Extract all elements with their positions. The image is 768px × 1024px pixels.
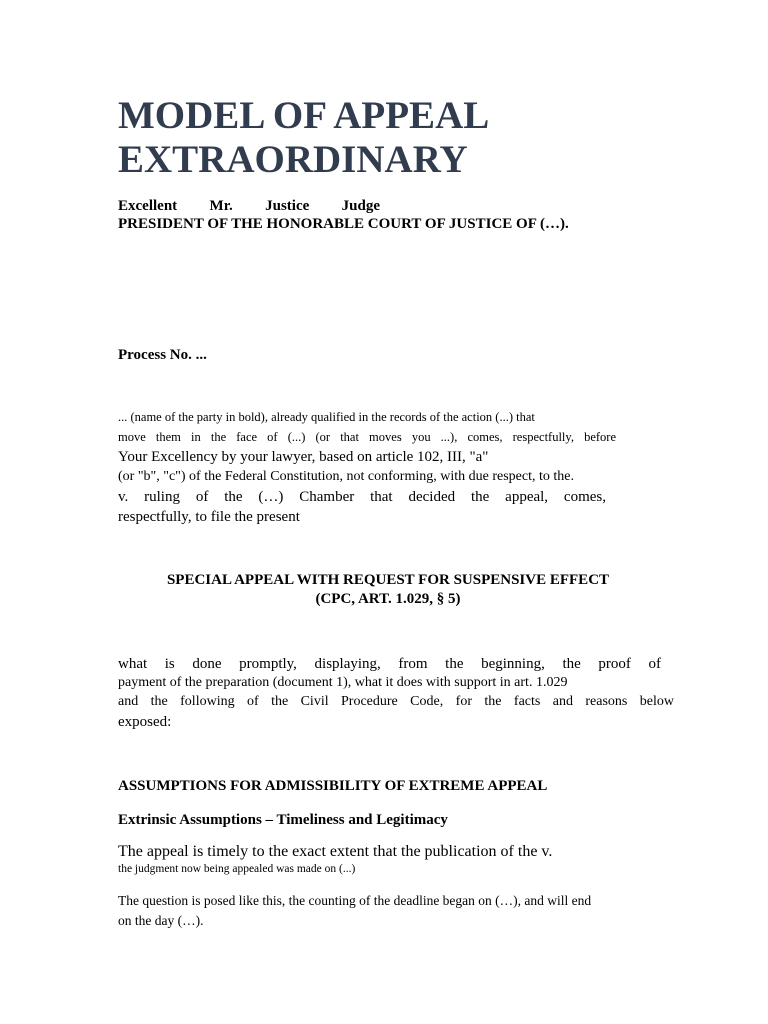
intro-line: Your Excellency by your lawyer, based on article 102, III, "a" [118,449,489,465]
special-appeal-line: (CPC, ART. 1.029, § 5) [315,591,461,607]
special-appeal-line: SPECIAL APPEAL WITH REQUEST FOR SUSPENSIVE EFFECT [166,572,610,588]
question-line: on the day (…). [118,913,204,928]
salutation-word: Judge [341,198,380,214]
intro-line: (or "b", "c") of the Federal Constitution, not conforming, with due respect, to the. [118,469,574,484]
addressee-block [118,197,674,233]
addressee-salutation [118,197,380,215]
timely-paragraph [118,842,674,876]
body-line: what is done promptly, displaying, from the beginning, the proof of [118,656,661,672]
addressee-court: PRESIDENT OF THE HONORABLE COURT OF JUSTICE OF (…). [118,216,569,232]
salutation-word: Mr. [209,198,233,214]
body-line: payment of the preparation (document 1), what it does with support in art. 1.029 [118,675,568,690]
heading-assumptions: ASSUMPTIONS FOR ADMISSIBILITY OF EXTREME APPEAL [118,778,548,794]
process-number: Process No. ... [118,347,207,363]
title-line-1: MODEL OF APPEAL [118,94,490,137]
timely-line: The appeal is timely to the exact extent that the publication of the v. [118,843,553,860]
intro-line: ... (name of the party in bold), already qualified in the records of the action (...) that [118,410,535,424]
salutation-word: Justice [265,198,310,214]
title-line-2: EXTRAORDINARY [118,138,468,181]
body-line: exposed: [118,714,172,730]
body-paragraph [118,654,674,732]
heading-extrinsic: Extrinsic Assumptions – Timeliness and Legitimacy [118,812,448,828]
intro-paragraph [118,407,674,527]
intro-line: v. ruling of the (…) Chamber that decided the appeal, comes, [118,489,606,505]
intro-line: respectfully, to file the present [118,509,300,525]
document-title [118,94,674,182]
intro-line: move them in the face of (...) (or that moves you ...), comes, respectfully, before [118,430,616,444]
timely-line: the judgment now being appealed was made on (...) [118,863,356,875]
body-line: and the following of the Civil Procedure Code, for the facts and reasons below [118,694,674,709]
special-appeal-heading [118,571,658,609]
salutation-word: Excellent [118,198,178,214]
question-line: The question is posed like this, the counting of the deadline began on (…), and will end [118,893,592,908]
question-paragraph [118,891,674,931]
